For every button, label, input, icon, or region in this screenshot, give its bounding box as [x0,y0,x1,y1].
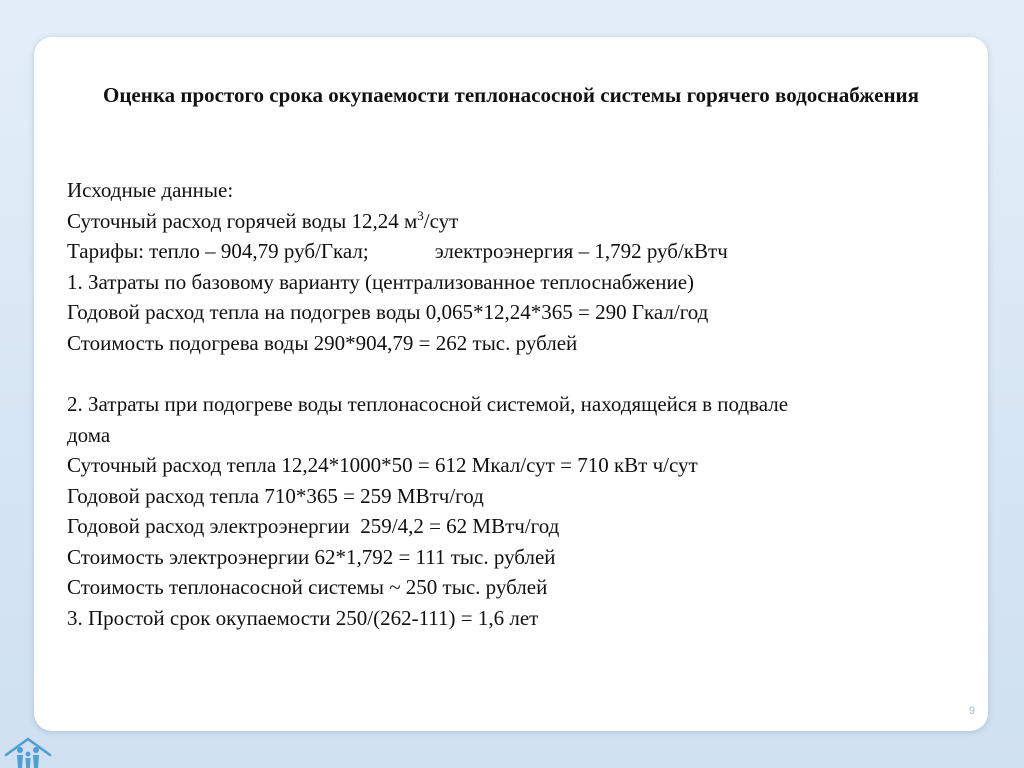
slide [34,37,988,731]
slide-title: Оценка простого срока окупаемости теплонасосной системы горячего водоснабжения [102,83,920,107]
text-line: Исходные данные: [67,178,234,202]
text-fragment: /сут [423,208,459,233]
superscript: 3 [417,207,424,223]
text-line: Годовой расход тепла 710*365 = 259 МВтч/год [67,483,484,508]
text-line: 3. Простой срок окупаемости 250/(262-111) = 1,6 лет [67,605,539,630]
text-line: Годовой расход электроэнергии 259/4,2 = 62 МВтч/год [67,514,560,538]
text-line: Стоимость электроэнергии 62*1,792 = 111 тыс. рублей [67,544,556,569]
text-line: Суточный расход тепла 12,24*1000*50 = 612 Мкал/сут = 710 кВт ч/сут [67,453,698,477]
text-line [67,236,967,267]
paragraph-gap [67,358,967,389]
family-house-logo-icon [2,733,54,768]
page-number: 9 [968,705,975,717]
text-fragment: электроэнергия – 1,792 руб/кВтч [434,239,728,263]
text-line: 2. Затраты при подогреве воды теплонасосной системой, находящейся в подвале [67,392,789,416]
text-line: 1. Затраты по базовому варианту (централизованное теплоснабжение) [67,269,695,294]
slide-body [67,175,967,633]
text-line: Стоимость подогрева воды 290*904,79 = 262 тыс. рублей [67,330,578,355]
text-line: Стоимость теплонасосной системы ~ 250 тыс. рублей [67,575,548,599]
text-fragment: Суточный расход горячей воды 12,24 м [67,208,418,233]
text-line: дома [67,422,111,447]
text-fragment: Тарифы: тепло – 904,79 руб/Гкал; [67,239,369,263]
text-line: Годовой расход тепла на подогрев воды 0,065*12,24*365 = 290 Гкал/год [67,300,709,324]
text-line [67,206,967,237]
